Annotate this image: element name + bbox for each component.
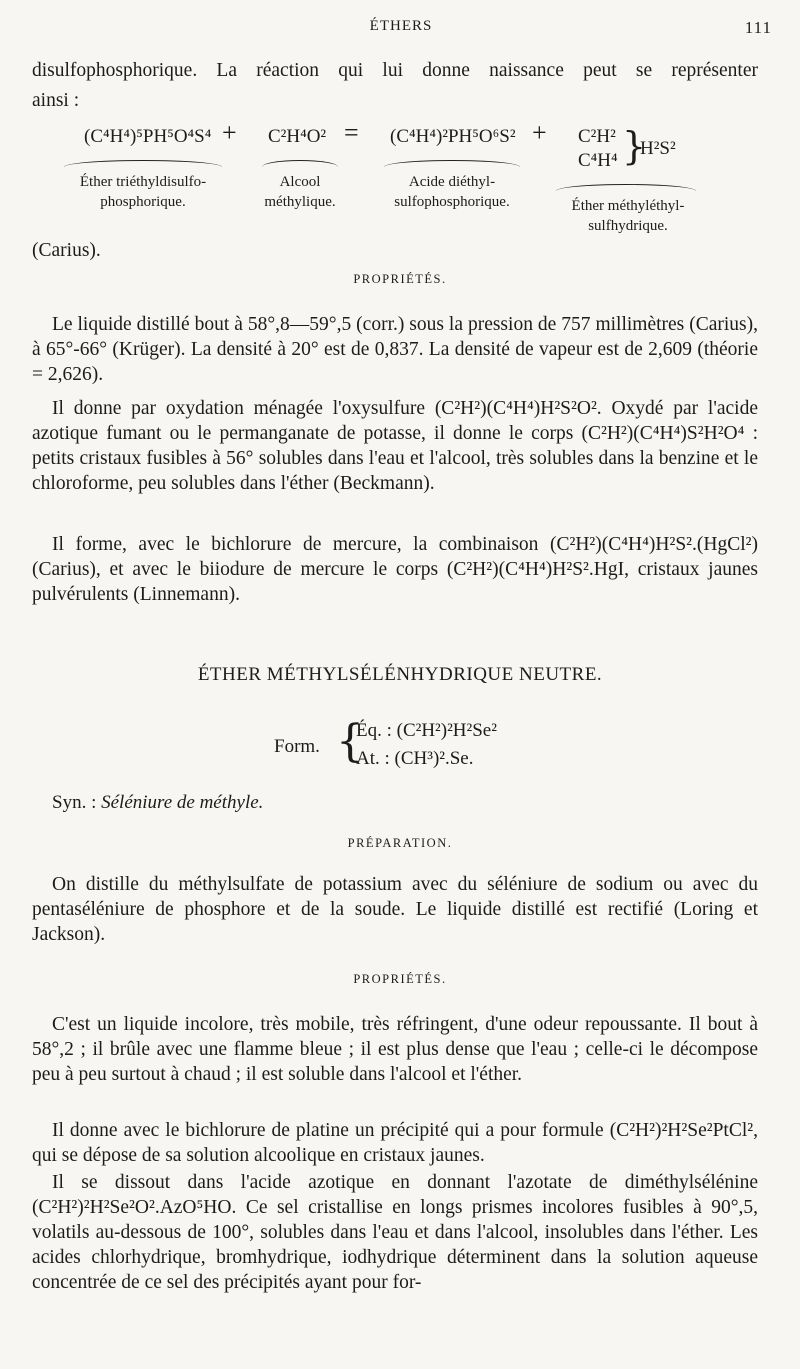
equation-term-4a: C²H²	[578, 126, 616, 147]
equation-label-4b: sulfhydrique.	[588, 218, 668, 234]
paragraph-mercury: Il forme, avec le bichlorure de mercure, la combinaison (C²H²)(C⁴H⁴)H²S².(HgCl²) (Carius), et avec le biiodure de mercure le corps (C²H²)(C⁴H⁴)H²S².HgI, cristaux jaunes pulvérulents (Linnemann).	[32, 534, 758, 605]
equation-term-4c: H²S²	[640, 138, 676, 159]
equation-label-2b: méthylique.	[264, 194, 336, 210]
equation-term-2: C²H⁴O²	[268, 126, 327, 147]
paragraph-oxidation: Il donne par oxydation ménagée l'oxysulfure (C²H²)(C⁴H⁴)H²S²O². Oxydé par l'acide azotique fumant ou le permanganate de potasse, il donne le corps (C²H²)(C⁴H⁴)S²H²O⁴ : petits cristaux fusibles à 56° solubles dans l'eau et l'alcool, très solubles dans la benzine et le chloroforme, peu solubles dans l'éther (Beckmann).	[32, 398, 758, 494]
intro-line-1: disulfophosphorique. La réaction qui lui donne naissance peut se représenter	[32, 60, 758, 81]
equation-label-2	[240, 172, 360, 212]
formula-atomic: At. : (CH³)².Se.	[356, 748, 474, 769]
equation-brace: }	[622, 124, 647, 168]
page-number: 111	[744, 18, 772, 37]
equation-term-3: (C⁴H⁴)²PH⁵O⁶S²	[390, 126, 516, 147]
synonym-prefix: Syn. :	[52, 792, 97, 813]
intro-line-2: ainsi :	[32, 90, 80, 111]
underbrace-4	[556, 184, 696, 191]
synonym-name: Séléniure de méthyle.	[101, 792, 264, 813]
equation-label-4	[548, 196, 708, 236]
equation-label-1b: phosphorique.	[100, 194, 186, 210]
formula-label: Form.	[274, 736, 320, 757]
underbrace-1	[64, 160, 222, 167]
equation-label-2a: Alcool	[279, 174, 321, 190]
equation-label-1a: Éther triéthyldisulfo-	[79, 174, 207, 190]
paragraph-nitric-acid: Il se dissout dans l'acide azotique en donnant l'azotate de diméthylsélénine (C²H²)²H²Se²O².AzO⁵HO. Ce sel cristallise en longs prismes incolores fusibles à 90°,5, volatils au-dessous de 100°, solubles dans l'eau et dans l'alcool, insolubles dans l'éther. Les acides chlorhydrique, bromhydrique, iodhydrique déterminent dans la solution aqueuse concentrée de ce sel des précipités ayant pour for-	[32, 1172, 758, 1293]
paragraph-boiling-point: Le liquide distillé bout à 58°,8—59°,5 (corr.) sous la pression de 757 millimètres (Carius), à 65°-66° (Krüger). La densité à 20° est de 0,837. La densité de vapeur est de 2,609 (théorie = 2,626).	[32, 314, 758, 385]
paragraph-physical-properties: C'est un liquide incolore, très mobile, très réfringent, d'une odeur repoussante. Il bout à 58°,2 ; il brûle avec une flamme bleue ; il est plus dense que l'eau ; celle-ci le décompose peu à peu surtout à chaud ; il est soluble dans l'alcool et l'éther.	[32, 1014, 758, 1085]
section-heading-properties-1: PROPRIÉTÉS.	[353, 272, 447, 286]
equation-term-1: (C⁴H⁴)⁵PH⁵O⁴S⁴	[84, 126, 212, 147]
formula-equivalent: Éq. : (C²H²)²H²Se²	[356, 720, 497, 741]
header-title: ÉTHERS	[369, 18, 433, 34]
compound-title: ÉTHER MÉTHYLSÉLÉNHYDRIQUE NEUTRE.	[197, 664, 603, 685]
running-header	[30, 18, 772, 42]
underbrace-2	[262, 160, 338, 167]
equation-term-4b: C⁴H⁴	[578, 150, 618, 171]
synonym	[52, 792, 263, 814]
equation-equals: =	[344, 118, 359, 147]
equation-label-1	[50, 172, 236, 212]
equation-label-3	[370, 172, 534, 212]
equation-label-4a: Éther méthyléthyl-	[571, 198, 685, 214]
equation-plus-2: +	[532, 118, 547, 147]
paragraph-preparation: On distille du méthylsulfate de potassium avec du séléniure de sodium ou avec du pentaséléniure de phosphore et de la soude. Le liquide distillé est rectifié (Loring et Jackson).	[32, 874, 758, 945]
section-heading-preparation: PRÉPARATION.	[347, 836, 453, 850]
section-heading-properties-2: PROPRIÉTÉS.	[353, 972, 447, 986]
equation-plus-1: +	[222, 118, 237, 147]
citation: (Carius).	[32, 240, 101, 261]
formula-brace: {	[336, 716, 364, 767]
equation-label-3a: Acide diéthyl-	[408, 174, 496, 190]
equation-label-3b: sulfophosphorique.	[394, 194, 510, 210]
paragraph-platinum: Il donne avec le bichlorure de platine un précipité qui a pour formule (C²H²)²H²Se²PtCl², qui se dépose de sa solution alcoolique en cristaux jaunes.	[32, 1120, 758, 1166]
underbrace-3	[384, 160, 520, 167]
